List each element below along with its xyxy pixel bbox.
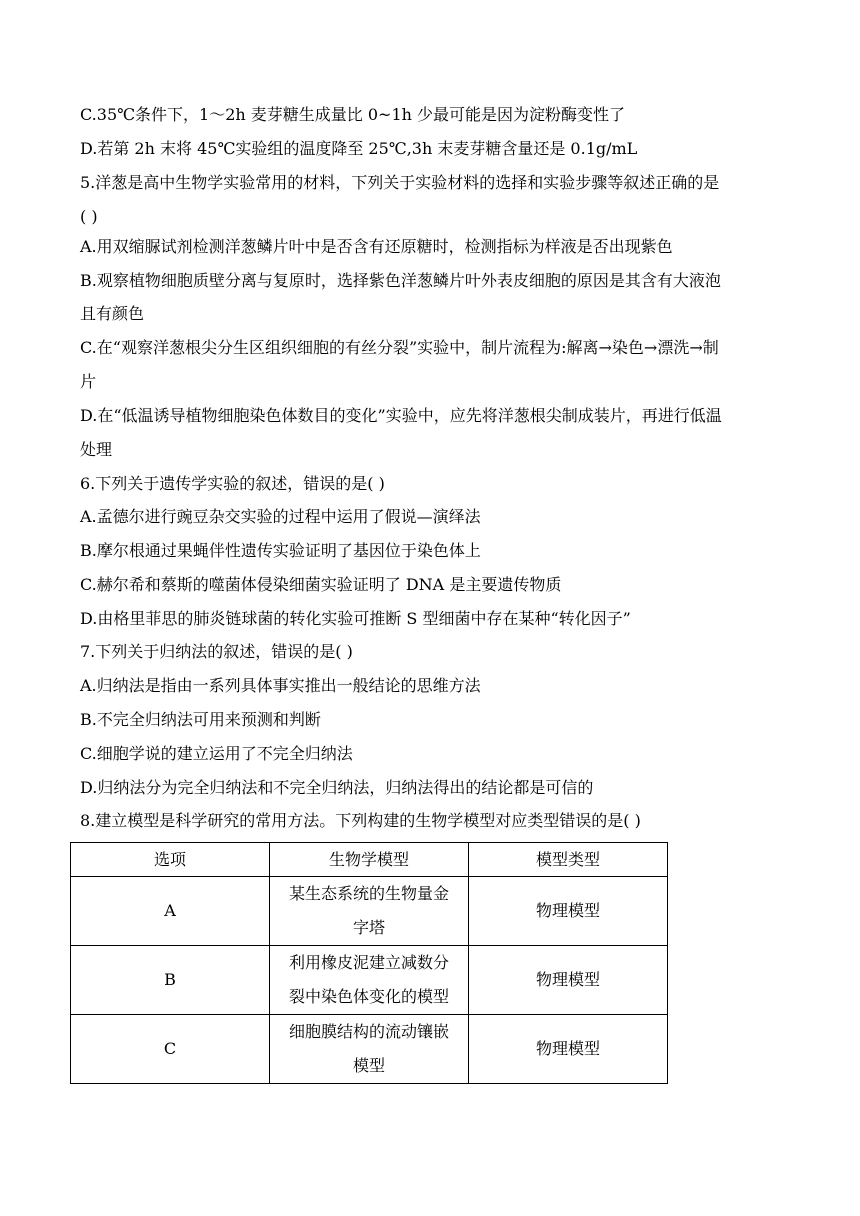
- row-b-option: B: [71, 946, 270, 1015]
- question-5-stem: 5.洋葱是高中生物学实验常用的材料，下列关于实验材料的选择和实验步骤等叙述正确的是: [80, 173, 720, 192]
- option-c-q5-line2: 片: [80, 372, 97, 391]
- option-c-q6: C.赫尔希和蔡斯的噬菌体侵染细菌实验证明了 DNA 是主要遗传物质: [80, 575, 562, 594]
- option-a-q6: A.孟德尔进行豌豆杂交实验的过程中运用了假说—演绎法: [80, 507, 481, 526]
- option-b-q6: B.摩尔根通过果蝇伴性遗传实验证明了基因位于染色体上: [80, 541, 481, 560]
- row-b-type: 物理模型: [469, 946, 668, 1015]
- option-a-q7: A.归纳法是指由一系列具体事实推出一般结论的思维方法: [80, 676, 481, 695]
- question-7-stem: 7.下列关于归纳法的叙述，错误的是( ): [80, 642, 353, 661]
- row-a-option: A: [71, 877, 270, 946]
- option-d-q5-line2: 处理: [80, 440, 113, 459]
- question-8-stem: 8.建立模型是科学研究的常用方法。下列构建的生物学模型对应类型错误的是( ): [80, 811, 641, 830]
- option-d-q7: D.归纳法分为完全归纳法和不完全归纳法，归纳法得出的结论都是可信的: [80, 778, 594, 797]
- option-d-q4: D.若第 2h 末将 45℃实验组的温度降至 25℃,3h 末麦芽糖含量还是 0.1g/mL: [80, 139, 638, 158]
- header-option: 选项: [71, 843, 270, 877]
- header-model-type: 模型类型: [469, 843, 668, 877]
- option-b-q5-line1: B.观察植物细胞质壁分离与复原时，选择紫色洋葱鳞片叶外表皮细胞的原因是其含有大液泡: [80, 271, 721, 290]
- option-c-q5-line1: C.在“观察洋葱根尖分生区组织细胞的有丝分裂”实验中，制片流程为:解离→染色→漂洗→制: [80, 338, 719, 357]
- model-table: [70, 842, 668, 1084]
- option-b-q5-line2: 且有颜色: [80, 304, 145, 323]
- row-a-model-text: 某生态系统的生物量金字塔: [288, 884, 449, 937]
- table-header-row: [71, 843, 668, 877]
- question-6-stem: 6.下列关于遗传学实验的叙述，错误的是( ): [80, 474, 385, 493]
- table-row: [71, 877, 668, 946]
- option-c-q7: C.细胞学说的建立运用了不完全归纳法: [80, 744, 353, 763]
- option-a-q5: A.用双缩脲试剂检测洋葱鳞片叶中是否含有还原糖时，检测指标为样液是否出现紫色: [80, 237, 673, 256]
- row-c-type: 物理模型: [469, 1015, 668, 1084]
- option-d-q6: D.由格里菲思的肺炎链球菌的转化实验可推断 S 型细菌中存在某种“转化因子”: [80, 609, 631, 628]
- row-a-type: 物理模型: [469, 877, 668, 946]
- option-d-q5-line1: D.在“低温诱导植物细胞染色体数目的变化”实验中，应先将洋葱根尖制成装片，再进行低温: [80, 406, 722, 425]
- option-b-q7: B.不完全归纳法可用来预测和判断: [80, 710, 321, 729]
- table-row: [71, 1015, 668, 1084]
- table-row: [71, 946, 668, 1015]
- row-c-option: C: [71, 1015, 270, 1084]
- row-c-model-text: 细胞膜结构的流动镶嵌模型: [288, 1022, 449, 1075]
- row-b-model: [270, 946, 469, 1015]
- option-c-q4: C.35℃条件下，1～2h 麦芽糖生成量比 0~1h 少最可能是因为淀粉酶变性了: [80, 105, 626, 124]
- row-a-model: [270, 877, 469, 946]
- question-5-blank: ( ): [80, 207, 98, 226]
- header-bio-model: 生物学模型: [270, 843, 469, 877]
- row-b-model-text: 利用橡皮泥建立减数分裂中染色体变化的模型: [288, 953, 449, 1006]
- row-c-model: [270, 1015, 469, 1084]
